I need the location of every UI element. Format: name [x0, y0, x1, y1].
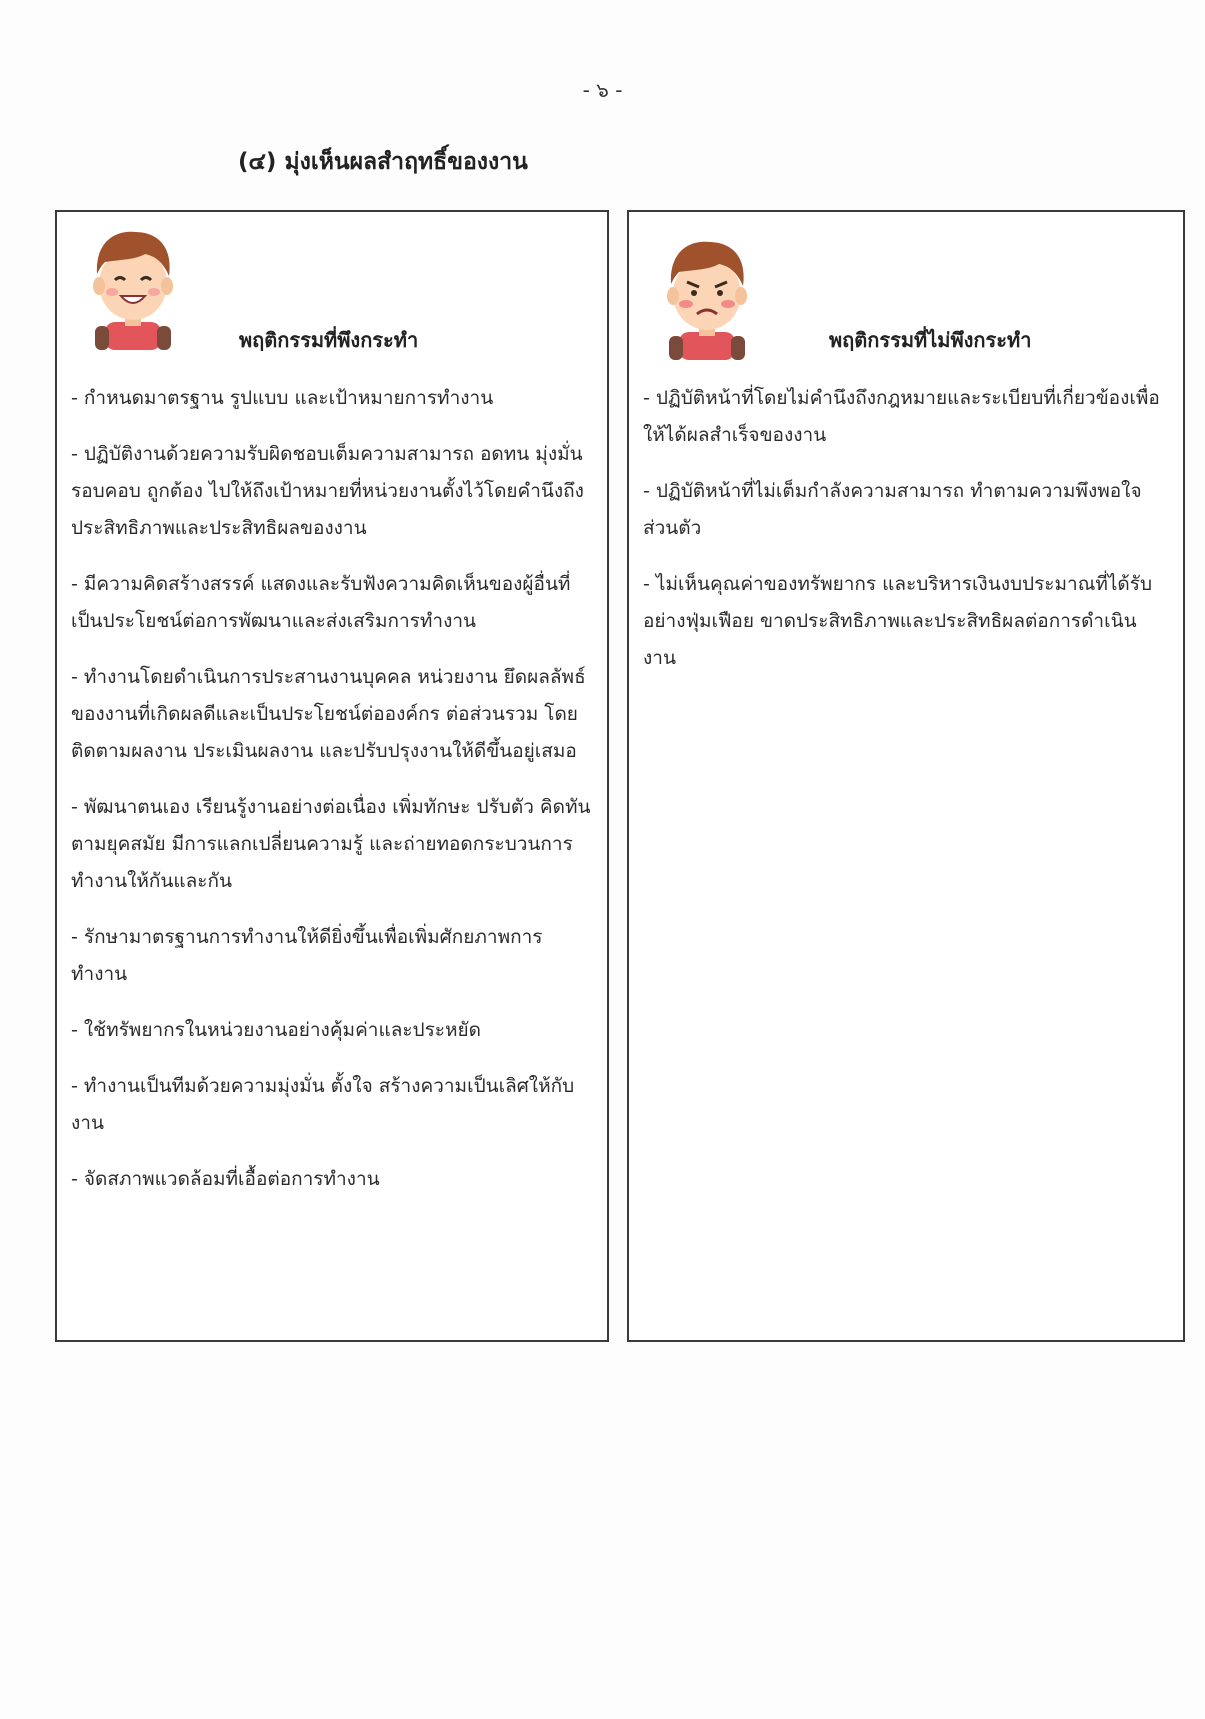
list-item: - ใช้ทรัพยากรในหน่วยงานอย่างคุ้มค่าและประหยัด: [71, 1019, 482, 1041]
section-title: (๔) มุ่งเห็นผลสำฤทธิ์ของงาน: [238, 149, 528, 175]
list-item: - ทำงานโดยดำเนินการประสานงานบุคคล หน่วยงาน ยึดผลลัพธ์ของงานที่เกิดผลดีและเป็นประโยชน์ต่อองค์กร ต่อส่วนรวม โดยติดตามผลงาน ประเมินผลงาน และปรับปรุงงานให้ดีขึ้นอยู่เสมอ: [71, 666, 586, 762]
angry-boy-icon: [659, 232, 755, 360]
undesirable-list: [643, 380, 1167, 696]
list-item: - พัฒนาตนเอง เรียนรู้งานอย่างต่อเนื่อง เพิ่มทักษะ ปรับตัว คิดทันตามยุคสมัย มีการแลกเปลี่ยนความรู้ และถ่ายทอดกระบวนการทำงานให้กันและกัน: [71, 796, 591, 892]
happy-boy-icon: [85, 222, 181, 350]
list-item: - จัดสภาพแวดล้อมที่เอื้อต่อการทำงาน: [71, 1168, 380, 1190]
desirable-behavior-box: [55, 210, 609, 1342]
list-item: - ปฏิบัติหน้าที่โดยไม่คำนึงถึงกฎหมายและระเบียบที่เกี่ยวข้องเพื่อให้ได้ผลสำเร็จของงาน: [643, 387, 1160, 446]
list-item: - ทำงานเป็นทีมด้วยความมุ่งมั่น ตั้งใจ สร้างความเป็นเลิศให้กับงาน: [71, 1075, 575, 1134]
desirable-heading: พฤติกรรมที่พึงกระทำ: [239, 328, 419, 352]
undesirable-behavior-box: [627, 210, 1185, 1342]
page-number: - ๖ -: [582, 78, 623, 102]
list-item: - ปฏิบัติงานด้วยความรับผิดชอบเต็มความสามารถ อดทน มุ่งมั่น รอบคอบ ถูกต้อง ไปให้ถึงเป้าหมายที่หน่วยงานตั้งไว้โดยคำนึงถึงประสิทธิภาพและประสิทธิผลของงาน: [71, 443, 584, 539]
undesirable-heading: พฤติกรรมที่ไม่พึงกระทำ: [829, 328, 1032, 352]
list-item: - ไม่เห็นคุณค่าของทรัพยากร และบริหารเงินงบประมาณที่ได้รับอย่างฟุ่มเฟือย ขาดประสิทธิภาพและประสิทธิผลต่อการดำเนินงาน: [643, 573, 1153, 669]
desirable-list: [71, 380, 591, 1217]
list-item: - มีความคิดสร้างสรรค์ แสดงและรับฟังความคิดเห็นของผู้อื่นที่เป็นประโยชน์ต่อการพัฒนาและส่งเสริมการทำงาน: [71, 573, 571, 632]
list-item: - รักษามาตรฐานการทำงานให้ดียิ่งขึ้นเพื่อเพิ่มศักยภาพการทำงาน: [71, 926, 543, 985]
list-item: - กำหนดมาตรฐาน รูปแบบ และเป้าหมายการทำงาน: [71, 387, 494, 409]
list-item: - ปฏิบัติหน้าที่ไม่เต็มกำลังความสามารถ ทำตามความพึงพอใจส่วนตัว: [643, 480, 1142, 539]
